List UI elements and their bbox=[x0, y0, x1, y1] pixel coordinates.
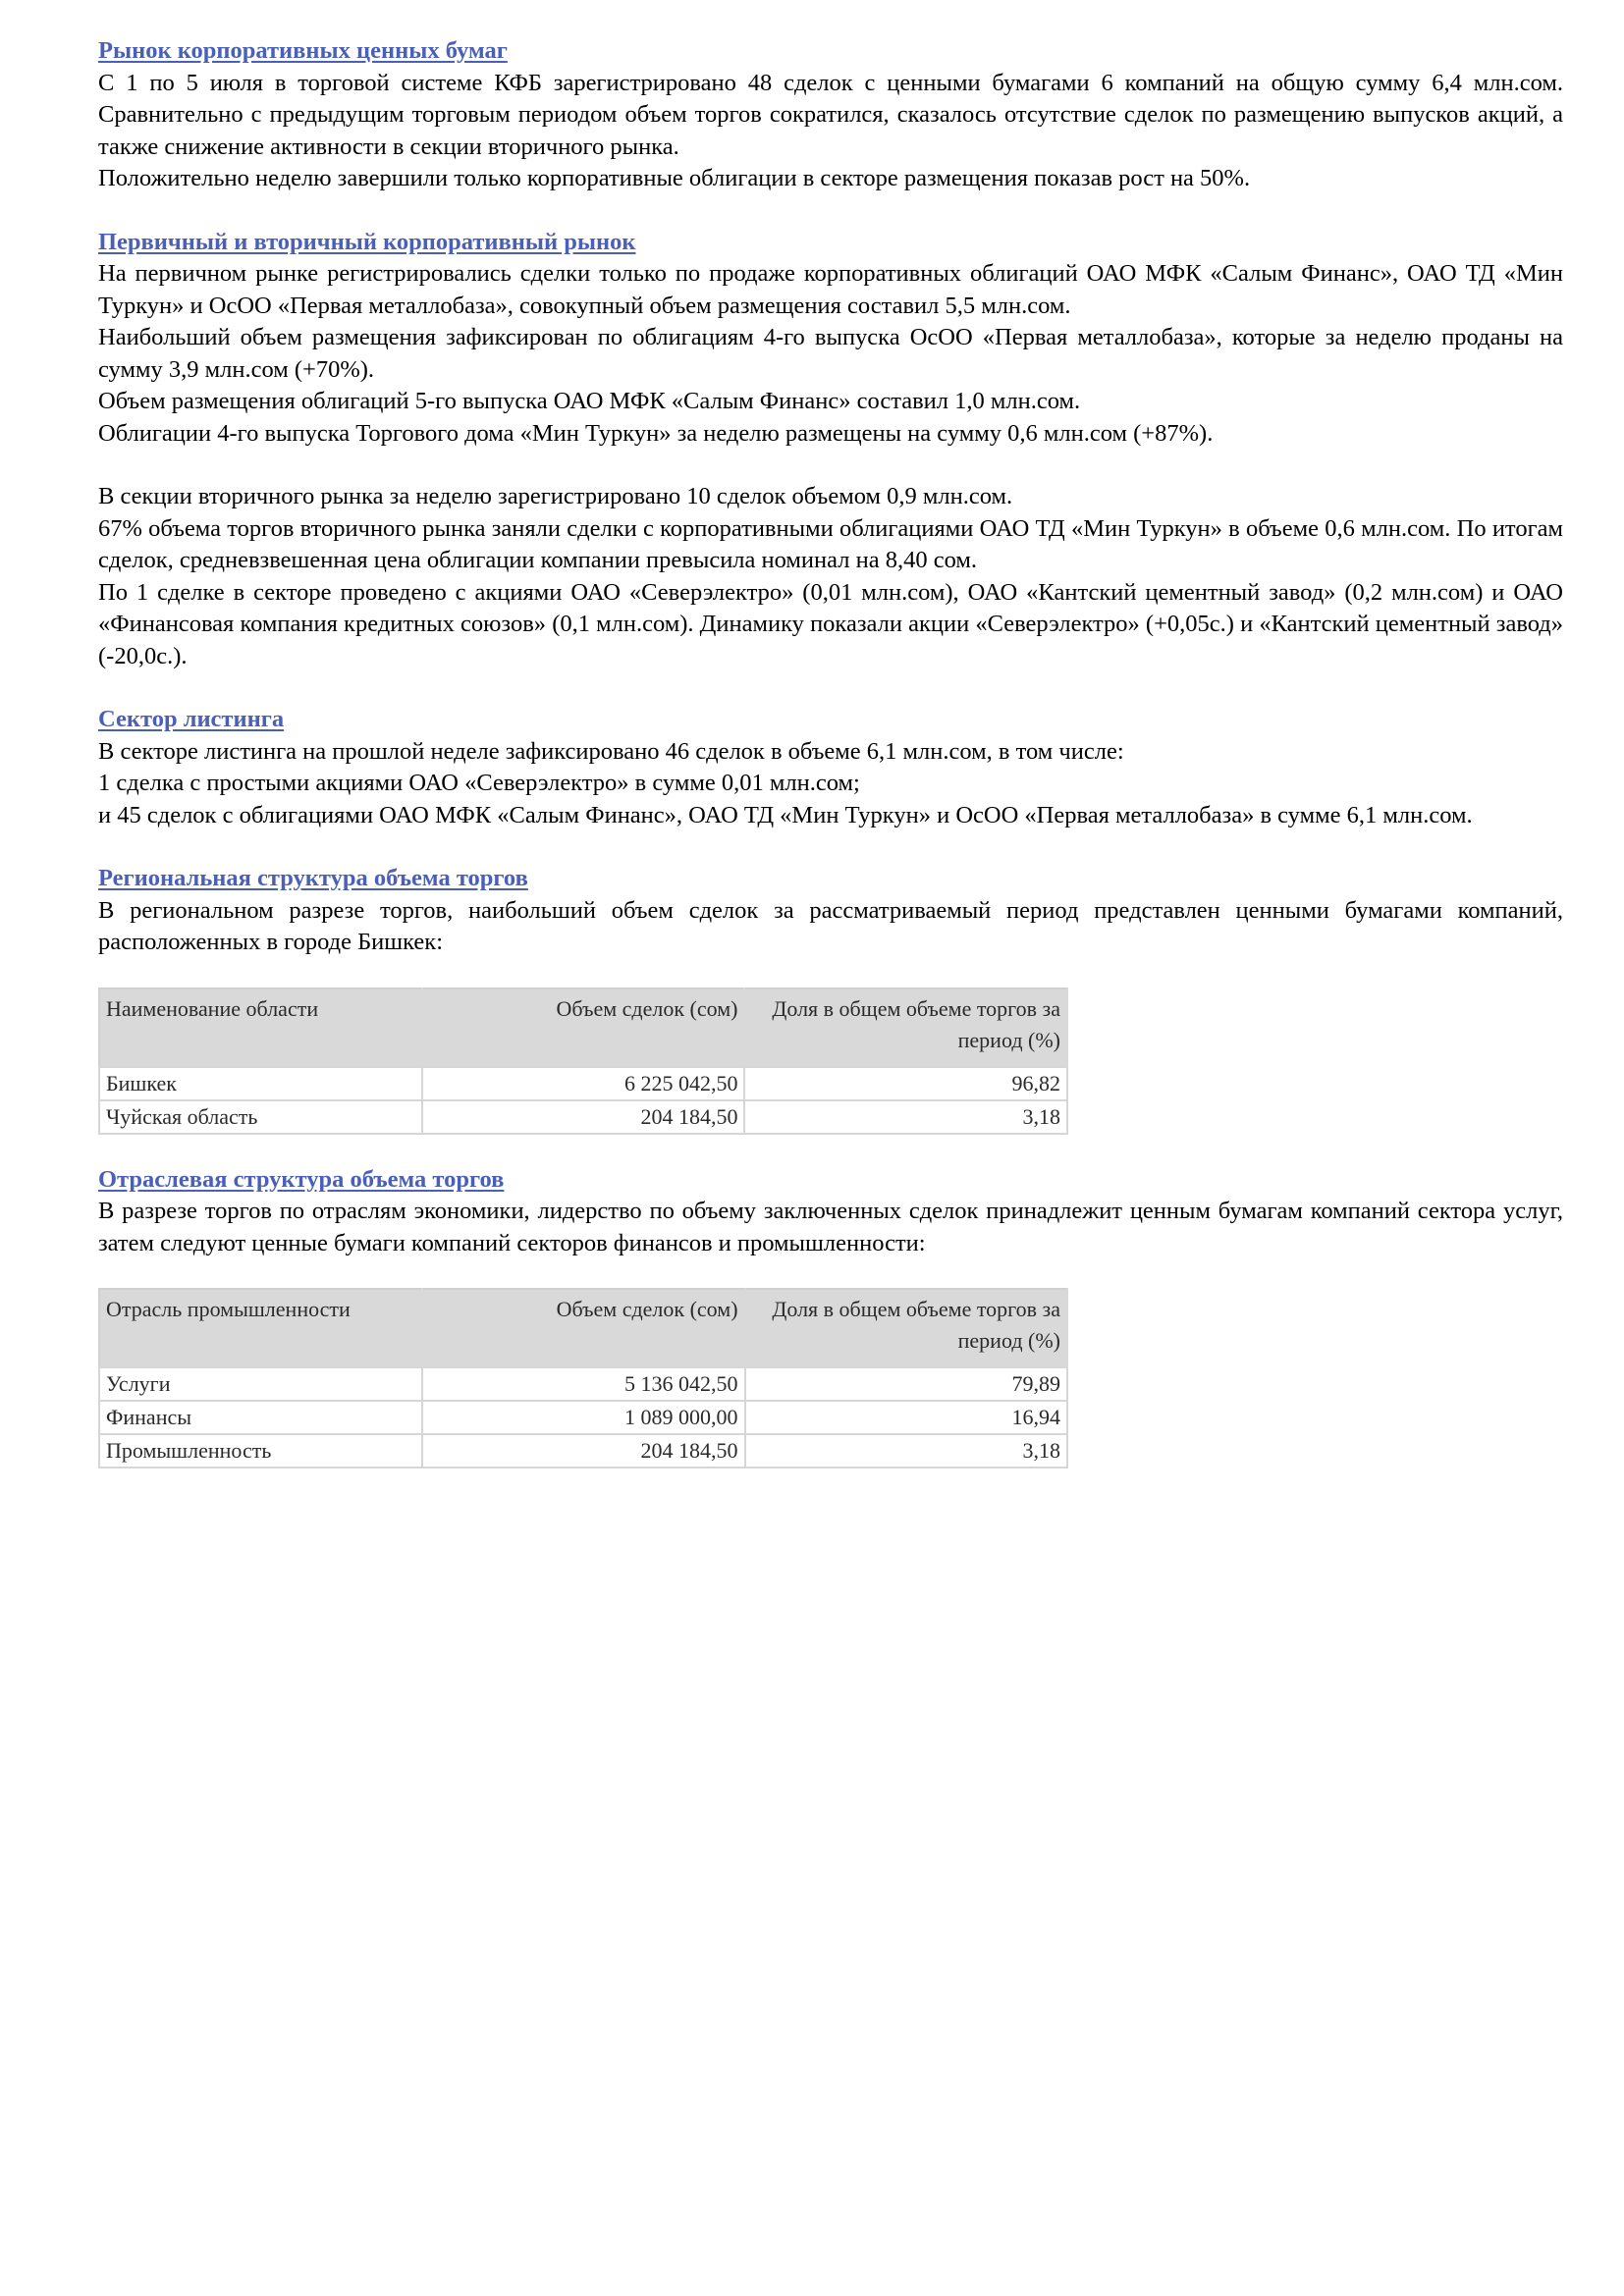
column-header: Объем сделок (сом) bbox=[422, 988, 745, 1067]
table-cell: 16,94 bbox=[745, 1401, 1067, 1434]
paragraph: С 1 по 5 июля в торговой системе КФБ зарегистрировано 48 сделок с ценными бумагами 6 компаний на общую сумму 6,4 млн.сом. Сравнительно с предыдущим торговым периодом объем торгов сократился, сказалось отсутствие сделок по размещению выпусков акций, а также снижение активности в секции вторичного рынка. bbox=[98, 69, 1563, 160]
table-cell: Бишкек bbox=[99, 1067, 422, 1100]
regional-table bbox=[98, 988, 1068, 1135]
paragraph: В секторе листинга на прошлой неделе зафиксировано 46 сделок в объеме 6,1 млн.сом, в том числе: bbox=[98, 737, 1124, 765]
paragraph: 67% объема торгов вторичного рынка заняли сделки с корпоративными облигациями ОАО ТД «Мин Туркун» в объеме 0,6 млн.сом. По итогам сделок, средневзвешенная цена облигации компании превысила номинал на 8,40 сом. bbox=[98, 514, 1563, 573]
paragraph: Объем размещения облигаций 5-го выпуска ОАО МФК «Салым Финанс» составил 1,0 млн.сом. bbox=[98, 388, 1081, 414]
column-header: Отрасль промышленности bbox=[99, 1289, 422, 1367]
table-row bbox=[99, 1401, 1067, 1434]
table-row bbox=[99, 1434, 1067, 1468]
document-page bbox=[98, 35, 1563, 1468]
paragraph: Облигации 4-го выпуска Торгового дома «Мин Туркун» за неделю размещены на сумму 0,6 млн.сом (+87%). bbox=[98, 419, 1214, 447]
table-cell: 96,82 bbox=[744, 1067, 1067, 1100]
table-cell: 5 136 042,50 bbox=[422, 1367, 744, 1401]
section-heading-primary-secondary: Первичный и вторичный корпоративный рынок bbox=[98, 228, 636, 255]
section-heading-regional-structure: Региональная структура объема торгов bbox=[98, 865, 528, 891]
table-cell: 204 184,50 bbox=[422, 1434, 744, 1468]
paragraph: В региональном разрезе торгов, наибольший объем сделок за рассматриваемый период представлен ценными бумагами компаний, расположенных в городе Бишкек: bbox=[98, 896, 1563, 955]
sector-table bbox=[98, 1288, 1068, 1468]
table-cell: 204 184,50 bbox=[422, 1100, 745, 1134]
column-header: Доля в общем объеме торгов за период (%) bbox=[745, 1289, 1067, 1367]
section-heading-corporate-market: Рынок корпоративных ценных бумаг bbox=[98, 37, 508, 64]
paragraph: и 45 сделок с облигациями ОАО МФК «Салым Финанс», ОАО ТД «Мин Туркун» и ОсОО «Первая металлобаза» в сумме 6,1 млн.сом. bbox=[98, 801, 1473, 828]
table-cell: 3,18 bbox=[745, 1434, 1067, 1468]
table-row bbox=[99, 1367, 1067, 1401]
column-header: Объем сделок (сом) bbox=[422, 1289, 744, 1367]
table-cell: Чуйская область bbox=[99, 1100, 422, 1134]
paragraph: Положительно неделю завершили только корпоративные облигации в секторе размещения показав рост на 50%. bbox=[98, 165, 1251, 191]
table-row bbox=[99, 1100, 1067, 1134]
column-header: Доля в общем объеме торгов за период (%) bbox=[744, 988, 1067, 1067]
table-header-row bbox=[99, 988, 1067, 1067]
paragraph: В секции вторичного рынка за неделю зарегистрировано 10 сделок объемом 0,9 млн.сом. bbox=[98, 483, 1013, 509]
table-cell: 3,18 bbox=[744, 1100, 1067, 1134]
table-cell: 79,89 bbox=[745, 1367, 1067, 1401]
section-heading-listing: Сектор листинга bbox=[98, 706, 285, 732]
paragraph: В разрезе торгов по отраслям экономики, лидерство по объему заключенных сделок принадлежит ценным бумагам компаний сектора услуг, затем следуют ценные бумаги компаний секторов финансов и промышленности: bbox=[98, 1198, 1563, 1256]
table-row bbox=[99, 1067, 1067, 1100]
table-cell: Финансы bbox=[99, 1401, 422, 1434]
paragraph: Наибольший объем размещения зафиксирован по облигациям 4-го выпуска ОсОО «Первая металлобаза», которые за неделю проданы на сумму 3,9 млн.сом (+70%). bbox=[98, 324, 1563, 383]
section-heading-sector-structure: Отраслевая структура объема торгов bbox=[98, 1165, 505, 1193]
table-cell: Промышленность bbox=[99, 1434, 422, 1468]
table-cell: 1 089 000,00 bbox=[422, 1401, 744, 1434]
table-cell: Услуги bbox=[99, 1367, 422, 1401]
table-header-row bbox=[99, 1289, 1067, 1367]
paragraph: По 1 сделке в секторе проведено с акциями ОАО «Северэлектро» (0,01 млн.сом), ОАО «Кантский цементный завод» (0,2 млн.сом) и ОАО «Финансовая компания кредитных союзов» (0,1 млн.сом). Динамику показали акции «Северэлектро» (+0,05с.) и «Кантский цементный завод» (-20,0с.). bbox=[98, 578, 1563, 669]
paragraph: 1 сделка с простыми акциями ОАО «Северэлектро» в сумме 0,01 млн.сом; bbox=[98, 770, 860, 796]
table-cell: 6 225 042,50 bbox=[422, 1067, 745, 1100]
paragraph: На первичном рынке регистрировались сделки только по продаже корпоративных облигаций ОАО МФК «Салым Финанс», ОАО ТД «Мин Туркун» и ОсОО «Первая металлобаза», совокупный объем размещения составил 5,5 млн.сом. bbox=[98, 260, 1563, 319]
column-header: Наименование области bbox=[99, 988, 422, 1067]
